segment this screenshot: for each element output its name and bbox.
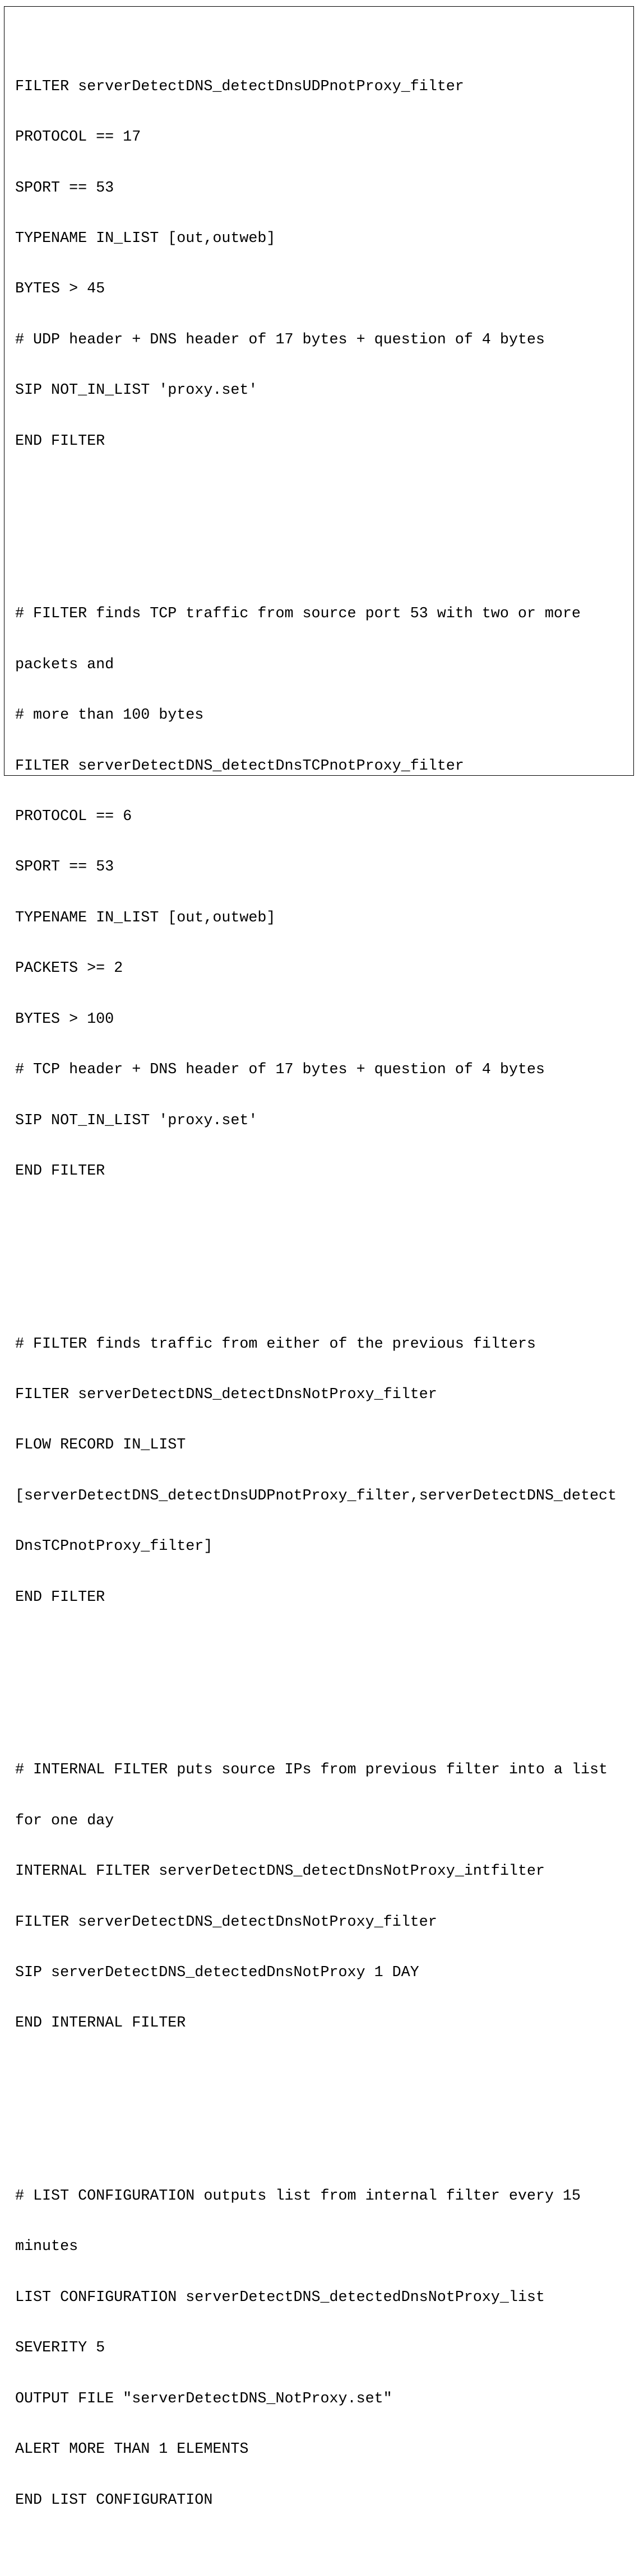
code-line: END LIST CONFIGURATION (15, 2491, 213, 2509)
code-line: INTERNAL FILTER serverDetectDNS_detectDnsNotProxy_intfilter (15, 1863, 545, 1880)
code-listing-frame (4, 6, 634, 2509)
block-internal-filter (15, 1728, 617, 2066)
block-udp-filter (15, 44, 617, 483)
block-gap (15, 2099, 617, 2120)
code-line: packets and (15, 656, 114, 673)
code-line: PACKETS >= 2 (15, 960, 123, 977)
block-gap (15, 1674, 617, 1694)
block-list-configuration (15, 2154, 617, 2542)
code-line: BYTES > 100 (15, 1010, 114, 1028)
code-line: minutes (15, 2238, 78, 2256)
code-line: SIP NOT_IN_LIST 'proxy.set' (15, 382, 258, 399)
code-line: END FILTER (15, 432, 105, 450)
code-line: TYPENAME IN_LIST [out,outweb] (15, 909, 276, 926)
code-line: FILTER serverDetectDNS_detectDnsNotProxy_filter (15, 1913, 437, 1931)
code-line: TYPENAME IN_LIST [out,outweb] (15, 230, 276, 247)
code-line: OUTPUT FILE "serverDetectDNS_NotProxy.set" (15, 2390, 392, 2407)
code-line: PROTOCOL == 6 (15, 808, 132, 825)
code-line: # LIST CONFIGURATION outputs list from internal filter every 15 (15, 2187, 581, 2205)
code-line: PROTOCOL == 17 (15, 129, 141, 146)
code-line: DnsTCPnotProxy_filter] (15, 1538, 213, 1555)
code-line: END FILTER (15, 1589, 105, 1606)
code-line: END INTERNAL FILTER (15, 2015, 186, 2032)
block-tcp-filter (15, 572, 617, 1214)
code-line: # UDP header + DNS header of 17 bytes + question of 4 bytes (15, 331, 545, 348)
block-combined-filter (15, 1302, 617, 1639)
code-line: [serverDetectDNS_detectDnsUDPnotProxy_filter,serverDetectDNS_detect (15, 1487, 617, 1504)
code-line: FILTER serverDetectDNS_detectDnsTCPnotProxy_filter (15, 757, 464, 775)
block-gap (15, 518, 617, 538)
code-line: for one day (15, 1812, 114, 1829)
code-line: # more than 100 bytes (15, 707, 204, 724)
code-line: BYTES > 45 (15, 281, 105, 298)
code-line: SPORT == 53 (15, 179, 114, 197)
code-line: SPORT == 53 (15, 859, 114, 876)
code-line: END FILTER (15, 1163, 105, 1180)
code-line: SEVERITY 5 (15, 2340, 105, 2357)
code-line: # TCP header + DNS header of 17 bytes + question of 4 bytes (15, 1061, 545, 1079)
code-line: # INTERNAL FILTER puts source IPs from previous filter into a list (15, 1762, 608, 1779)
block-gap (15, 1247, 617, 1268)
code-line: SIP NOT_IN_LIST 'proxy.set' (15, 1112, 258, 1129)
code-listing (15, 11, 617, 2576)
code-line: # FILTER finds TCP traffic from source port 53 with two or more (15, 605, 581, 623)
code-line: ALERT MORE THAN 1 ELEMENTS (15, 2441, 249, 2458)
code-line: FLOW RECORD IN_LIST (15, 1437, 186, 1454)
code-line: FILTER serverDetectDNS_detectDnsNotProxy_filter (15, 1386, 437, 1404)
code-line: # FILTER finds traffic from either of the previous filters (15, 1335, 536, 1353)
code-line: SIP serverDetectDNS_detectedDnsNotProxy 1 DAY (15, 1964, 419, 1982)
code-line: FILTER serverDetectDNS_detectDnsUDPnotProxy_filter (15, 78, 464, 95)
code-line: LIST CONFIGURATION serverDetectDNS_detectedDnsNotProxy_list (15, 2289, 545, 2306)
